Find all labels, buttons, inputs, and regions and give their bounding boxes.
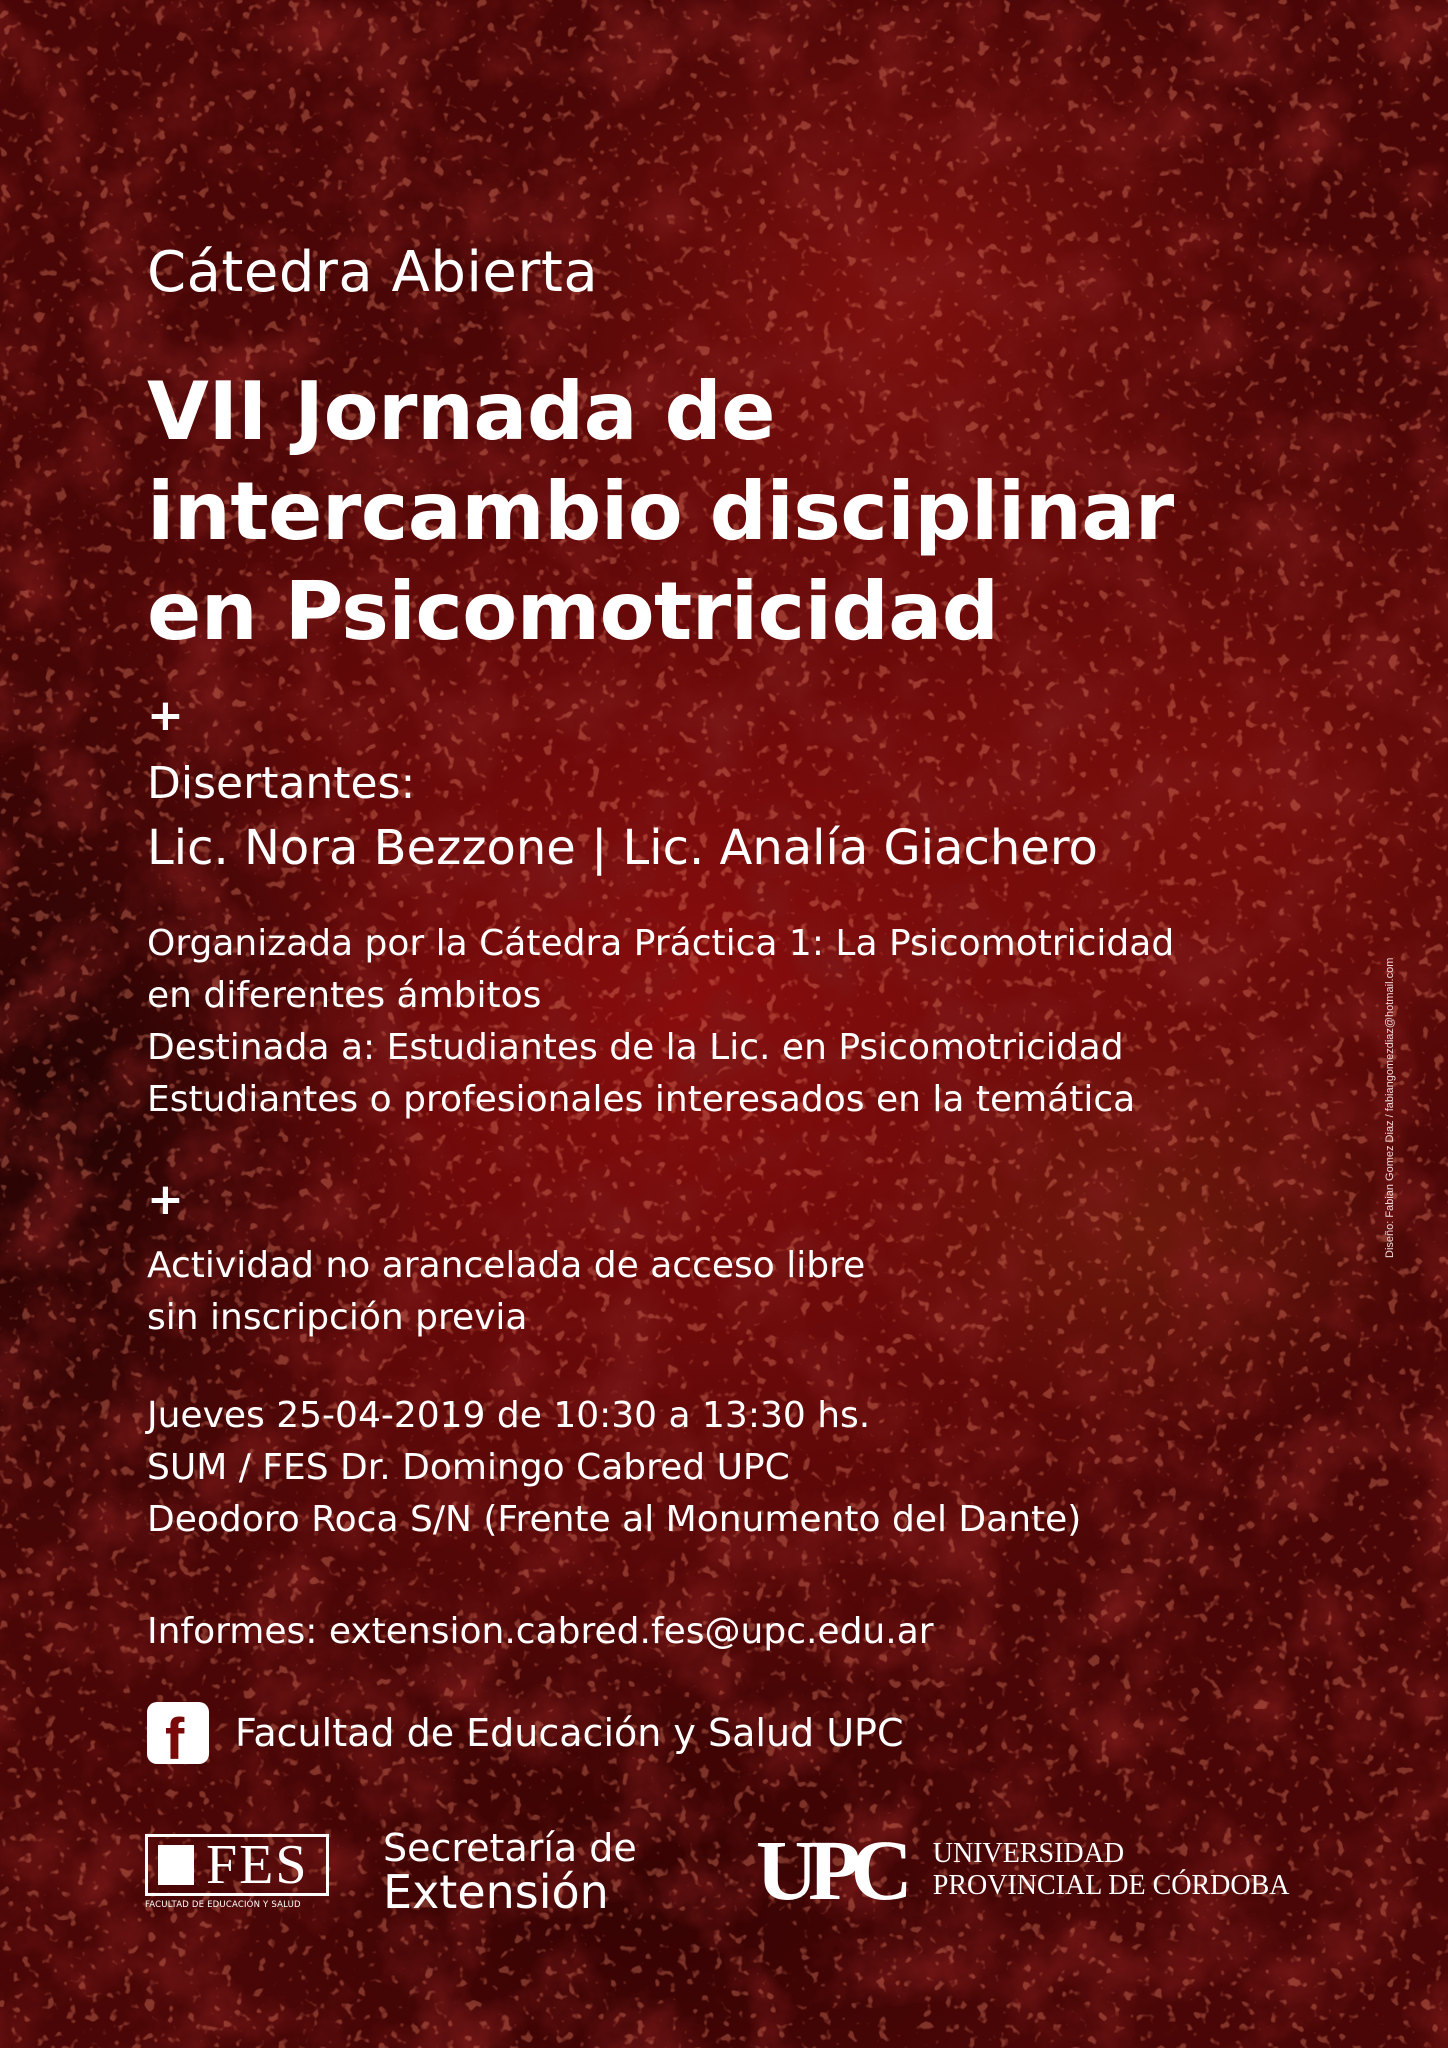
info-line: en diferentes ámbitos (147, 975, 542, 1016)
subtitle: Cátedra Abierta (147, 240, 599, 305)
secretaria-extension-logo (383, 1826, 637, 1919)
upc-logo-mark: UPC (756, 1822, 903, 1918)
info-line: Estudiantes o profesionales interesados en la temática (147, 1079, 1136, 1120)
plus-divider: + (147, 1174, 184, 1225)
event-details (147, 1390, 1081, 1546)
organization-info (147, 918, 1174, 1126)
fes-logo-caption: FACULTAD DE EDUCACIÓN Y SALUD (145, 1900, 301, 1910)
event-venue: SUM / FES Dr. Domingo Cabred UPC (147, 1447, 790, 1488)
event-title (147, 362, 1174, 662)
title-line: VII Jornada de (147, 365, 776, 458)
extension-line: Extensión (383, 1865, 609, 1919)
event-address: Deodoro Roca S/N (Frente al Monumento del Dante) (147, 1499, 1082, 1540)
facebook-label: Facultad de Educación y Salud UPC (235, 1711, 904, 1755)
info-line: Organizada por la Cátedra Práctica 1: La Psicomotricidad (147, 923, 1175, 964)
title-line: intercambio disciplinar (147, 465, 1174, 558)
facebook-link[interactable] (147, 1702, 904, 1772)
secretaria-line: Secretaría de (383, 1826, 637, 1870)
info-line: Destinada a: Estudiantes de la Lic. en Psicomotricidad (147, 1027, 1124, 1068)
access-info (147, 1240, 865, 1344)
info-line: Actividad no arancelada de acceso libre (147, 1245, 866, 1286)
event-date: Jueves 25-04-2019 de 10:30 a 13:30 hs. (147, 1395, 871, 1436)
design-credit: Diseño: Fabian Gomez Diaz / fabiangomezdiaz@hotmail.com (1384, 957, 1396, 1258)
speakers-names: Lic. Nora Bezzone | Lic. Analía Giachero (147, 820, 1098, 876)
info-line: sin inscripción previa (147, 1297, 528, 1338)
contact-email[interactable]: Informes: extension.cabred.fes@upc.edu.ar (147, 1611, 934, 1652)
fes-logo-text: FES (206, 1834, 309, 1896)
upc-logo-name: UNIVERSIDAD PROVINCIAL DE CÓRDOBA (932, 1838, 1290, 1901)
upc-logo (756, 1822, 1290, 1918)
speakers-label: Disertantes: (147, 758, 416, 809)
title-line: en Psicomotricidad (147, 565, 999, 658)
facebook-icon: f (147, 1702, 209, 1764)
fes-logo (145, 1834, 329, 1910)
plus-divider: + (147, 690, 184, 741)
